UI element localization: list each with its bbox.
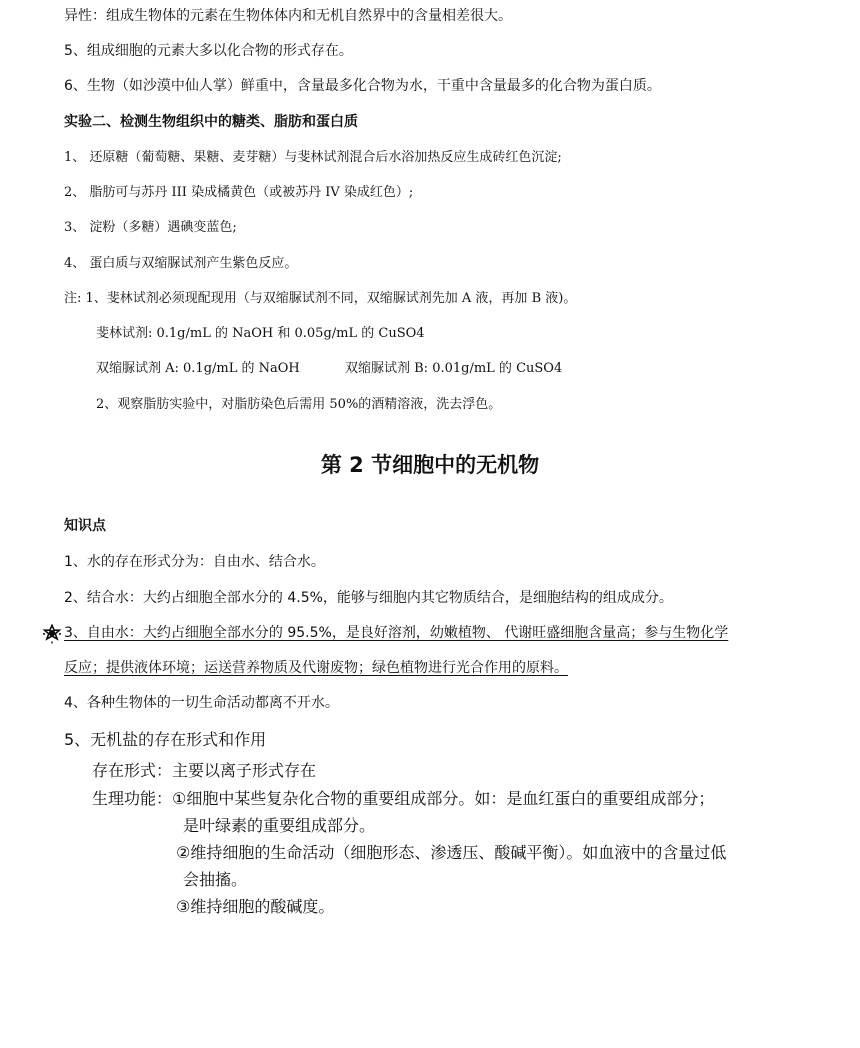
salt-function-line-3: ③维持细胞的酸碱度。	[176, 897, 335, 916]
diff-line: 异性：组成生物体的元素在生物体体内和无机自然界中的含量相差很大。	[64, 8, 512, 24]
salt-function-line-2-cont: 会抽搐。	[183, 870, 248, 889]
experiment-item-1: 1、 还原糖（葡萄糖、果糖、麦芽糖）与斐林试剂混合后水浴加热反应生成砖红色沉淀;	[64, 150, 562, 165]
knowledge-item-1: 1、水的存在形式分为：自由水、结合水。	[64, 554, 325, 570]
knowledge-item-3-line-2: 反应；提供液体环境；运送营养物质及代谢废物；绿色植物进行光合作用的原料。	[64, 660, 568, 676]
experiment-2-title: 实验二、检测生物组织中的糖类、脂肪和蛋白质	[64, 114, 358, 130]
biuret-b-line: 双缩脲试剂 B: 0.01g/mL 的 CuSO4	[345, 361, 563, 376]
salt-function-line-1: 生理功能：①细胞中某些复杂化合物的重要组成部分。如：是血红蛋白的重要组成部分；	[92, 789, 715, 808]
knowledge-item-3-line-1: 3、自由水：大约占细胞全部水分的 95.5%，是良好溶剂，幼嫩植物、 代谢旺盛细胞含量高；参与生物化学	[64, 625, 729, 641]
salt-function-line-2: ②维持细胞的生命活动（细胞形态、渗透压、酸碱平衡）。如血液中的含量过低	[176, 843, 727, 862]
chapter-title: 第 2 节细胞中的无机物	[320, 453, 540, 477]
knowledge-item-5: 5、无机盐的存在形式和作用	[64, 730, 267, 749]
item-5-line: 5、组成细胞的元素大多以化合物的形式存在。	[64, 43, 353, 59]
knowledge-item-2: 2、结合水：大约占细胞全部水分的 4.5%，能够与细胞内其它物质结合，是细胞结构的组成成分。	[64, 590, 673, 606]
experiment-item-4: 4、 蛋白质与双缩脲试剂产生紫色反应。	[64, 256, 298, 271]
fehling-reagent-line: 斐林试剂: 0.1g/mL 的 NaOH 和 0.05g/mL 的 CuSO4	[96, 326, 425, 341]
item-6-line: 6、生物（如沙漠中仙人掌）鲜重中，含量最多化合物为水，干重中含量最多的化合物为蛋白质。	[64, 78, 661, 94]
salt-function-line-1-cont: 是叶绿素的重要组成部分。	[183, 816, 376, 835]
experiment-item-3: 3、 淀粉（多糖）遇碘变蓝色;	[64, 220, 237, 235]
sun-star-icon	[42, 624, 62, 644]
note-line-1: 注: 1、斐林试剂必须现配现用（与双缩脲试剂不同，双缩脲试剂先加 A 液，再加 B 液)。	[64, 291, 577, 306]
biuret-a-line: 双缩脲试剂 A: 0.1g/mL 的 NaOH	[96, 361, 300, 376]
note-line-2: 2、观察脂肪实验中，对脂肪染色后需用 50%的酒精溶液，洗去浮色。	[96, 397, 502, 412]
salt-form-line: 存在形式：主要以离子形式存在	[92, 761, 317, 780]
knowledge-item-4: 4、各种生物体的一切生命活动都离不开水。	[64, 695, 339, 711]
experiment-item-2: 2、 脂肪可与苏丹 III 染成橘黄色（或被苏丹 IV 染成红色）;	[64, 185, 414, 200]
knowledge-title: 知识点	[64, 518, 106, 534]
